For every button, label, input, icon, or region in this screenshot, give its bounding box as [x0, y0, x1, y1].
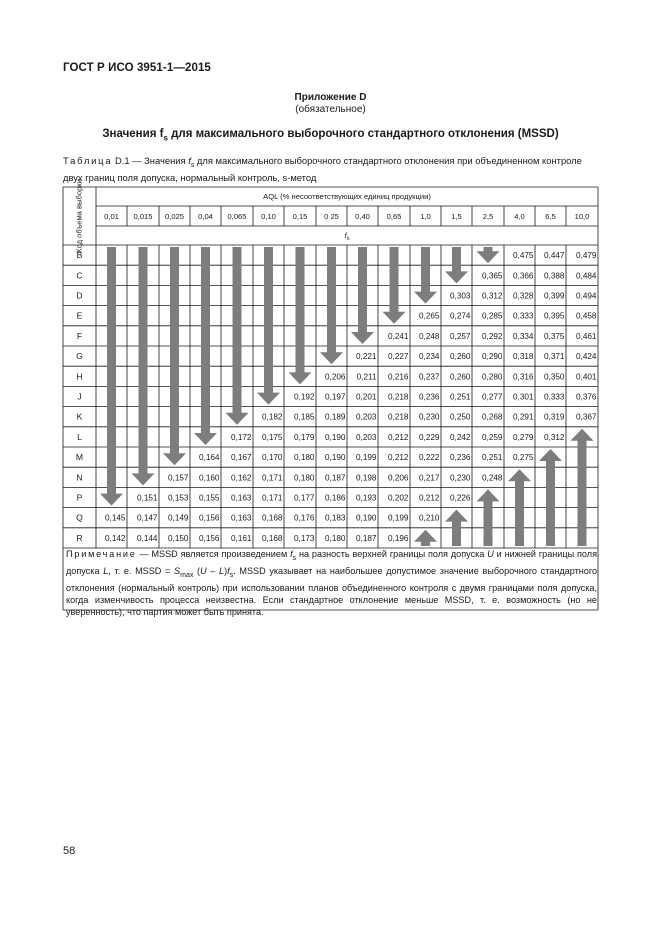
fs-value: 0,192: [294, 392, 315, 402]
fs-value: 0,248: [482, 473, 503, 483]
fs-value: 0,301: [513, 392, 534, 402]
fs-value: 0,168: [262, 513, 283, 523]
fs-value: 0,212: [419, 493, 440, 503]
fs-value: 0,280: [482, 372, 503, 382]
sample-code: D: [76, 290, 83, 301]
fs-value: 0,187: [325, 473, 346, 483]
sample-code: C: [76, 270, 83, 281]
fs-value: 0,333: [544, 392, 565, 402]
fs-value: 0,190: [325, 432, 346, 442]
fs-value: 0,236: [450, 453, 471, 463]
down-arrow: [163, 247, 186, 465]
fs-value: 0,316: [513, 372, 534, 382]
sample-code: P: [76, 492, 83, 503]
fs-value: 0,172: [231, 432, 252, 442]
fs-value: 0,171: [262, 493, 283, 503]
fs-value: 0,458: [576, 311, 597, 321]
fs-value: 0,156: [199, 513, 220, 523]
fs-value: 0,198: [356, 473, 377, 483]
fs-value: 0,173: [294, 533, 315, 543]
fs-value: 0,203: [356, 432, 377, 442]
fs-value: 0,367: [576, 412, 597, 422]
fs-value: 0,318: [513, 352, 534, 362]
caption-label: Таблица: [63, 155, 113, 166]
fs-value: 0,190: [325, 453, 346, 463]
fs-value: 0,187: [356, 533, 377, 543]
fs-value: 0,290: [482, 352, 503, 362]
fs-value: 0,475: [513, 251, 534, 261]
fs-value: 0,180: [294, 473, 315, 483]
fs-value: 0,291: [513, 412, 534, 422]
fs-value: 0,221: [356, 352, 377, 362]
fs-value: 0,401: [576, 372, 597, 382]
fs-value: 0,242: [450, 432, 471, 442]
sample-code: M: [75, 452, 84, 463]
fs-value: 0,212: [388, 453, 409, 463]
sample-code: Q: [76, 512, 83, 523]
fs-value: 0,319: [544, 412, 565, 422]
fs-value: 0,199: [356, 453, 377, 463]
fs-value: 0,461: [576, 331, 597, 341]
sample-code: N: [76, 472, 83, 483]
fs-value: 0,388: [544, 271, 565, 281]
down-arrow: [351, 247, 374, 344]
fs-value: 0,203: [356, 412, 377, 422]
fs-value: 0,275: [513, 453, 534, 463]
table-caption: Таблица D.1 — Значения $f_s$ для максимального выборочного стандартного отклонения при объединенном контроле двух границ поля допуска, нормальный контроль, s-метод: [63, 155, 582, 183]
sample-code: F: [76, 330, 83, 341]
fs-value: 0,185: [294, 412, 315, 422]
fs-value: 0,218: [388, 412, 409, 422]
fs-value: 0,210: [419, 513, 440, 523]
page-number: 58: [63, 845, 76, 857]
fs-value: 0,260: [450, 372, 471, 382]
fs-value: 0,183: [325, 513, 346, 523]
down-arrow: [477, 247, 500, 263]
aql-value: 4,0: [514, 212, 525, 221]
aql-value: 0,40: [355, 212, 370, 221]
fs-value: 0,257: [450, 331, 471, 341]
fs-value: 0,163: [231, 513, 252, 523]
fs-value: 0,164: [199, 453, 220, 463]
fs-value: 0,186: [325, 493, 346, 503]
fs-value: 0,395: [544, 311, 565, 321]
fs-value: 0,142: [105, 533, 126, 543]
fs-value: 0,156: [199, 533, 220, 543]
fs-value: 0,494: [576, 291, 597, 301]
sample-code: L: [77, 431, 82, 442]
fs-value: 0,168: [262, 533, 283, 543]
fs-value: 0,212: [388, 432, 409, 442]
sample-code: B: [76, 250, 83, 261]
fs-value: 0,484: [576, 271, 597, 281]
fs-value: 0,375: [544, 331, 565, 341]
main-title: Значения $f_s$ для максимального выборочного стандартного отклонения (MSSD): [102, 128, 559, 143]
fs-value: 0,157: [168, 473, 189, 483]
sample-code: J: [77, 391, 82, 402]
fs-value: 0,248: [419, 331, 440, 341]
fs-value: 0,217: [419, 473, 440, 483]
fs-value: 0,206: [388, 473, 409, 483]
fs-value: 0,312: [544, 432, 565, 442]
down-arrow: [289, 247, 312, 384]
fs-value: 0,202: [388, 493, 409, 503]
fs-value: 0,366: [513, 271, 534, 281]
up-arrow: [477, 489, 500, 546]
fs-value: 0,222: [419, 453, 440, 463]
fs-value: 0,201: [356, 392, 377, 402]
fs-value: 0,365: [482, 271, 503, 281]
fs-value: 0,144: [137, 533, 158, 543]
fs-value: 0,147: [137, 513, 158, 523]
fs-value: 0,193: [356, 493, 377, 503]
fs-value: 0,227: [388, 352, 409, 362]
fs-value: 0,197: [325, 392, 346, 402]
fs-value: 0,237: [419, 372, 440, 382]
fs-value: 0,216: [388, 372, 409, 382]
aql-value: 0,01: [104, 212, 119, 221]
aql-value: 1,0: [420, 212, 431, 221]
up-arrow: [414, 530, 437, 546]
fs-value: 0,274: [450, 311, 471, 321]
fs-value: 0,145: [105, 513, 126, 523]
fs-value: 0,285: [482, 311, 503, 321]
fs-value: 0,230: [450, 473, 471, 483]
fs-value: 0,199: [388, 513, 409, 523]
sample-code: E: [76, 310, 83, 321]
fs-value: 0,161: [231, 533, 252, 543]
aql-value: 0,65: [386, 212, 402, 221]
fs-value: 0,160: [199, 473, 220, 483]
fs-value: 0,371: [544, 352, 565, 362]
fs-value: 0,250: [450, 412, 471, 422]
fs-value: 0,180: [294, 453, 315, 463]
fs-value: 0,226: [450, 493, 471, 503]
aql-value: 0 25: [324, 212, 339, 221]
fs-value: 0,265: [419, 311, 440, 321]
fs-value: 0,479: [576, 251, 597, 261]
table-note: Примечание — MSSD является произведением $f_s$ на разность верхней границы поля допуска U и нижней границы поля допуска L, т. е. MSSD = $S_{max}$ $(U - L)f_s$. MSSD указывает на наибольшее допустимое значение выборочного стандартного отклонения (нормальный контроль) при использовании планов объединенного контроля с двумя границами поля допуска, когда изменчивость процесса неизвестна. Если стандартное отклонение меньше MSSD, т. е. возможность (но не уверенность), что партия может быть принята.: [66, 549, 598, 618]
fs-value: 0,277: [482, 392, 503, 402]
aql-value: 6,5: [545, 212, 556, 221]
fs-value: 0,292: [482, 331, 503, 341]
down-arrow: [226, 247, 249, 425]
fs-value: 0,171: [262, 473, 283, 483]
fs-value: 0,376: [576, 392, 597, 402]
fs-value: 0,196: [388, 533, 409, 543]
fs-value: 0,211: [356, 372, 377, 382]
appendix-status: (обязательное): [295, 104, 366, 115]
fs-value: 0,176: [294, 513, 315, 523]
fs-value: 0,251: [450, 392, 471, 402]
fs-value: 0,149: [168, 513, 189, 523]
fs-value: 0,155: [199, 493, 220, 503]
fs-value: 0,259: [482, 432, 503, 442]
up-arrow: [539, 449, 562, 546]
fs-value: 0,279: [513, 432, 534, 442]
fs-value: 0,303: [450, 291, 471, 301]
fs-value: 0,182: [262, 412, 283, 422]
fs-value: 0,153: [168, 493, 189, 503]
fs-value: 0,447: [544, 251, 565, 261]
fs-value: 0,206: [325, 372, 346, 382]
fs-value: 0,229: [419, 432, 440, 442]
fs-value: 0,424: [576, 352, 597, 362]
appendix-title: Приложение D: [294, 92, 367, 103]
aql-value: 0,04: [198, 212, 213, 221]
aql-value: 0,025: [164, 212, 185, 221]
fs-value: 0,162: [231, 473, 252, 483]
fs-value: 0,177: [294, 493, 315, 503]
sample-code: K: [76, 411, 83, 422]
fs-value: 0,312: [482, 291, 503, 301]
aql-value: 0,15: [292, 212, 308, 221]
fs-value: 0,151: [137, 493, 158, 503]
fs-value: 0,234: [419, 352, 440, 362]
aql-header: AQL (% несоответствующих единиц продукции): [263, 192, 431, 201]
fs-value: 0,260: [450, 352, 471, 362]
fs-value: 0,399: [544, 291, 565, 301]
aql-value: 0,10: [261, 212, 276, 221]
fs-value: 0,230: [419, 412, 440, 422]
fs-value: 0,334: [513, 331, 534, 341]
fs-value: 0,180: [325, 533, 346, 543]
fs-value: 0,170: [262, 453, 283, 463]
aql-value: 2,5: [482, 212, 494, 221]
fs-value: 0,175: [262, 432, 283, 442]
fs-value: 0,189: [325, 412, 346, 422]
aql-value: 0,065: [227, 212, 247, 221]
sample-code: G: [76, 351, 83, 362]
fs-value: 0,350: [544, 372, 565, 382]
fs-value: 0,190: [356, 513, 377, 523]
fs-value: 0,251: [482, 453, 503, 463]
fs-value: 0,328: [513, 291, 534, 301]
fs-value: 0,167: [231, 453, 252, 463]
aql-value: 1,5: [451, 212, 462, 221]
fs-value: 0,236: [419, 392, 440, 402]
fs-value: 0,268: [482, 412, 503, 422]
fs-value: 0,179: [294, 432, 315, 442]
sample-code: R: [76, 532, 83, 543]
down-arrow: [414, 247, 437, 304]
code-header: Код объема выборки: [74, 179, 84, 253]
fs-label: $f_s$: [344, 231, 350, 242]
fs-value: 0,218: [388, 392, 409, 402]
fs-value: 0,333: [513, 311, 534, 321]
document-header: ГОСТ Р ИСО 3951-1—2015: [63, 62, 211, 74]
fs-value: 0,163: [231, 493, 252, 503]
fs-value: 0,150: [168, 533, 189, 543]
sample-code: H: [76, 371, 83, 382]
fs-value: 0,241: [388, 331, 409, 341]
aql-value: 10,0: [574, 212, 590, 221]
aql-value: 0,015: [133, 212, 153, 221]
